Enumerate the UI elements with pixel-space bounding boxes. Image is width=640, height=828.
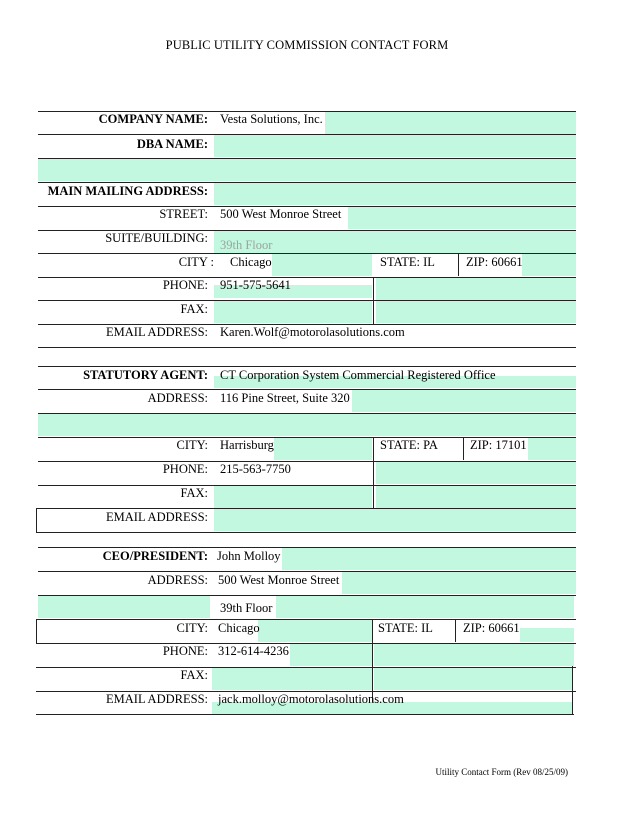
agent-address-field[interactable] — [352, 390, 576, 412]
mailing-zip-field[interactable] — [522, 254, 576, 276]
agent-fax-ext-field[interactable] — [376, 486, 576, 508]
agent-phone-value: 215-563-7750 — [220, 462, 291, 476]
company-name-label: COMPANY NAME: — [98, 112, 208, 126]
form-title: PUBLIC UTILITY COMMISSION CONTACT FORM — [165, 38, 449, 52]
company-name-field[interactable] — [325, 112, 576, 134]
ceo-email-value[interactable]: jack.molloy@motorolasolutions.com — [218, 692, 404, 706]
ceo-address-value: 500 West Monroe Street — [218, 573, 340, 587]
mailing-email-value[interactable]: Karen.Wolf@motorolasolutions.com — [220, 325, 405, 339]
ceo-phone-value: 312-614-4236 — [218, 644, 289, 658]
ceo-zip-value: ZIP: 60661 — [463, 621, 520, 635]
ceo-fax-ext-field[interactable] — [374, 668, 572, 690]
ceo-address2-value: 39th Floor — [220, 601, 273, 615]
agent-zip-field[interactable] — [528, 438, 576, 460]
mailing-fax-label: FAX: — [180, 302, 208, 316]
ceo-phone-field[interactable] — [290, 644, 372, 666]
agent-zip-value: ZIP: 17101 — [470, 438, 527, 452]
ceo-zip-field[interactable] — [520, 628, 574, 642]
agent-phone-ext-field[interactable] — [376, 462, 576, 484]
mailing-phone-label: PHONE: — [162, 278, 208, 292]
company-name-value: Vesta Solutions, Inc. — [220, 112, 323, 126]
dba-name-label: DBA NAME: — [136, 137, 208, 151]
ceo-phone-ext-field[interactable] — [374, 644, 574, 666]
mailing-phone-ext-field[interactable] — [376, 278, 576, 300]
mailing-suite-label: SUITE/BUILDING: — [105, 231, 208, 245]
agent-name-value: CT Corporation System Commercial Registered Office — [220, 368, 496, 382]
ceo-fax-field[interactable] — [212, 668, 372, 690]
agent-state-value: STATE: PA — [380, 438, 438, 452]
agent-address-label: ADDRESS: — [147, 391, 208, 405]
agent-address-value: 116 Pine Street, Suite 320 — [220, 391, 350, 405]
mailing-suite-value: 39th Floor — [220, 238, 273, 252]
ceo-address-label: ADDRESS: — [147, 573, 208, 587]
mailing-street-label: STREET: — [159, 207, 208, 221]
mailing-street-field[interactable] — [348, 207, 576, 229]
agent-fax-label: FAX: — [180, 486, 208, 500]
main-mailing-address-label: MAIN MAILING ADDRESS: — [47, 184, 208, 198]
ceo-fax-label: FAX: — [180, 668, 208, 682]
ceo-city-label: CITY: — [176, 621, 208, 635]
mailing-city-field[interactable] — [272, 254, 372, 276]
mailing-fax-field[interactable] — [214, 301, 372, 323]
ceo-name-label: CEO/PRESIDENT: — [102, 549, 208, 563]
agent-name-label: STATUTORY AGENT: — [83, 368, 208, 382]
dba-name-field[interactable] — [214, 135, 576, 157]
mailing-fax-ext-field[interactable] — [376, 301, 576, 323]
agent-address2-field[interactable] — [38, 414, 576, 436]
main-mailing-address-field[interactable] — [214, 183, 576, 205]
agent-phone-label: PHONE: — [162, 462, 208, 476]
form-footer: Utility Contact Form (Rev 08/25/09) — [435, 767, 568, 777]
ceo-email-label: EMAIL ADDRESS: — [106, 692, 208, 706]
agent-email-label: EMAIL ADDRESS: — [106, 510, 208, 524]
mailing-email-label: EMAIL ADDRESS: — [106, 325, 208, 339]
mailing-zip-value: ZIP: 60661 — [466, 255, 523, 269]
ceo-name-value: John Molloy — [217, 549, 281, 563]
ceo-address-field[interactable] — [342, 572, 576, 594]
mailing-phone-value: 951-575-5641 — [220, 278, 291, 292]
agent-city-value: Harrisburg — [220, 438, 274, 452]
agent-email-field[interactable] — [214, 509, 576, 531]
ceo-address2-left-field[interactable] — [38, 596, 210, 618]
mailing-street-value: 500 West Monroe Street — [220, 207, 342, 221]
agent-city-field[interactable] — [274, 438, 372, 460]
ceo-phone-label: PHONE: — [162, 644, 208, 658]
mailing-city-label: CITY : — [178, 255, 214, 269]
ceo-city-value: Chicago — [218, 621, 260, 635]
mailing-city-value: Chicago — [230, 255, 272, 269]
dba-name-continued-field[interactable] — [38, 159, 576, 181]
agent-city-label: CITY: — [176, 438, 208, 452]
agent-fax-field[interactable] — [214, 486, 372, 508]
ceo-name-field[interactable] — [282, 548, 576, 570]
mailing-state-value: STATE: IL — [380, 255, 435, 269]
ceo-state-value: STATE: IL — [378, 621, 433, 635]
ceo-city-field[interactable] — [258, 620, 372, 642]
ceo-address2-field[interactable] — [276, 596, 574, 618]
